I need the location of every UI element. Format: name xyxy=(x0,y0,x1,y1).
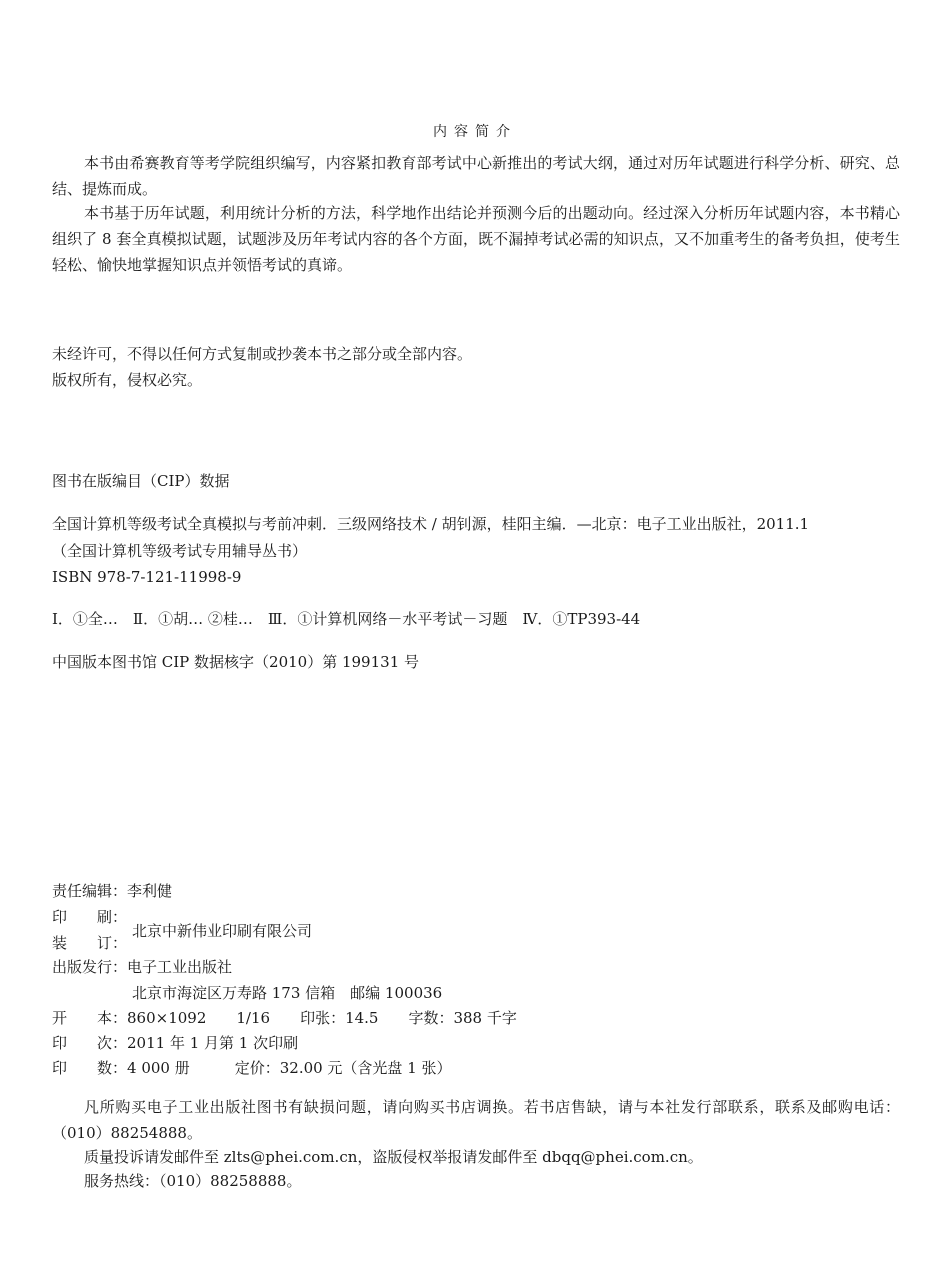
publisher-row xyxy=(52,956,232,978)
cip-heading: 图书在版编目（CIP）数据 xyxy=(52,472,230,490)
print-label: 印 刷： xyxy=(52,908,128,926)
intro-paragraph-1: 本书由希赛教育等考学院组织编写，内容紧扣教育部考试中心新推出的考试大纲，通过对历年试题进行科学分析、研究、总结、提炼而成。 xyxy=(52,154,900,198)
edition-label: 印 次： xyxy=(52,1034,128,1052)
cip-isbn: ISBN 978-7-121-11998-9 xyxy=(52,568,242,586)
editor-row xyxy=(52,880,172,902)
format-label: 开 本： xyxy=(52,1009,128,1027)
exchange-notice: 凡所购买电子工业出版社图书有缺损问题，请向购买书店调换。若书店售缺，请与本社发行部联系，联系及邮购电话：（010）88254888。 xyxy=(52,1098,900,1142)
bind-label: 装 订： xyxy=(52,934,128,952)
print-row xyxy=(52,906,127,928)
copyright-notice: 未经许可，不得以任何方式复制或抄袭本书之部分或全部内容。 xyxy=(52,345,473,363)
cip-subjects: Ⅰ．①全… Ⅱ．①胡… ②桂… Ⅲ．①计算机网络－水平考试－习题 Ⅳ．①TP393-44 xyxy=(52,610,641,628)
edition-row xyxy=(52,1032,298,1054)
page-title: 内容简介 xyxy=(433,124,517,140)
copies-label: 印 数： xyxy=(52,1059,128,1077)
copies-row xyxy=(52,1057,452,1079)
format-value: 860×1092 1/16 印张：14.5 字数：388 千字 xyxy=(127,1009,517,1027)
printer-name: 北京中新伟业印刷有限公司 xyxy=(132,922,313,940)
publisher-name: 电子工业出版社 xyxy=(127,958,233,976)
publisher-label: 出版发行： xyxy=(52,958,128,976)
cip-series: （全国计算机等级考试专用辅导丛书） xyxy=(52,542,308,560)
service-hotline: 服务热线：（010）88258888。 xyxy=(84,1172,302,1190)
format-row xyxy=(52,1007,517,1029)
editor-label: 责任编辑： xyxy=(52,882,128,900)
edition-value: 2011 年 1 月第 1 次印刷 xyxy=(127,1034,299,1052)
copies-value: 4 000 册 定价：32.00 元（含光盘 1 张） xyxy=(127,1059,452,1077)
bind-row xyxy=(52,932,127,954)
rights-reserved: 版权所有，侵权必究。 xyxy=(52,371,203,389)
cip-record-number: 中国版本图书馆 CIP 数据核字（2010）第 199131 号 xyxy=(52,653,420,671)
quality-complaint: 质量投诉请发邮件至 zlts@phei.com.cn，盗版侵权举报请发邮件至 dbqq@phei.com.cn。 xyxy=(84,1148,703,1166)
cip-book-entry: 全国计算机等级考试全真模拟与考前冲刺．三级网络技术 / 胡钊源，桂阳主编．—北京：电子工业出版社，2011.1 xyxy=(52,515,810,533)
publisher-address: 北京市海淀区万寿路 173 信箱 邮编 100036 xyxy=(132,984,443,1002)
editor-name: 李利健 xyxy=(127,882,173,900)
intro-paragraph-2: 本书基于历年试题，利用统计分析的方法，科学地作出结论并预测今后的出题动向。经过深入分析历年试题内容，本书精心组织了 8 套全真模拟试题，试题涉及历年考试内容的各个方面，既不漏掉考试必需的知识点，又不加重考生的备考负担，使考生轻松、愉快地掌握知识点并领悟考试的真谛。 xyxy=(52,204,900,274)
